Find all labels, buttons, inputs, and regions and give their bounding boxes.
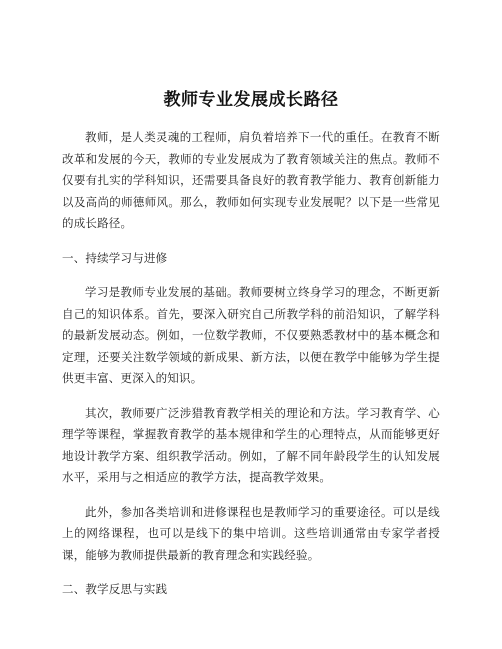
section-2-heading: 二、教学反思与实践 xyxy=(62,582,168,596)
section-1-paragraph-1: 学习是教师专业发展的基础。教师要树立终身学习的理念，不断更新自己的知识体系。首先，要深入研究自己所教学科的前沿知识，了解学科的最新发展动态。例如，一位数学教师，不仅要熟悉教材中的基本概念和定理，还要关注数学领域的新成果、新方法，以便在教学中能够为学生提供更丰富、更深入的知识。 xyxy=(62,285,440,385)
section-1-paragraph-2: 其次，教师要广泛涉猎教育教学相关的理论和方法。学习教育学、心理学等课程，掌握教育教学的基本规律和学生的心理特点，从而能够更好地设计教学方案、组织教学活动。例如，了解不同年龄段学生的认知发展水平，采用与之相适应的教学方法，提高教学效果。 xyxy=(62,405,440,484)
section-1-paragraph-3: 此外，参加各类培训和进修课程也是教师学习的重要途径。可以是线上的网络课程，也可以是线下的集中培训。这些培训通常由专家学者授课，能够为教师提供最新的教育理念和实践经验。 xyxy=(62,504,440,562)
document-title: 教师专业发展成长路径 xyxy=(163,90,339,110)
section-1-heading: 一、持续学习与进修 xyxy=(62,250,168,265)
document-page xyxy=(62,88,440,614)
intro-paragraph: 教师，是人类灵魂的工程师，肩负着培养下一代的重任。在教育不断改革和发展的今天，教师的专业发展成为了教育领域关注的焦点。教师不仅要有扎实的学科知识，还需要具备良好的教育教学能力、教育创新能力以及高尚的师德师风。那么，教师如何实现专业发展呢？以下是一些常见的成长路径。 xyxy=(62,130,440,230)
